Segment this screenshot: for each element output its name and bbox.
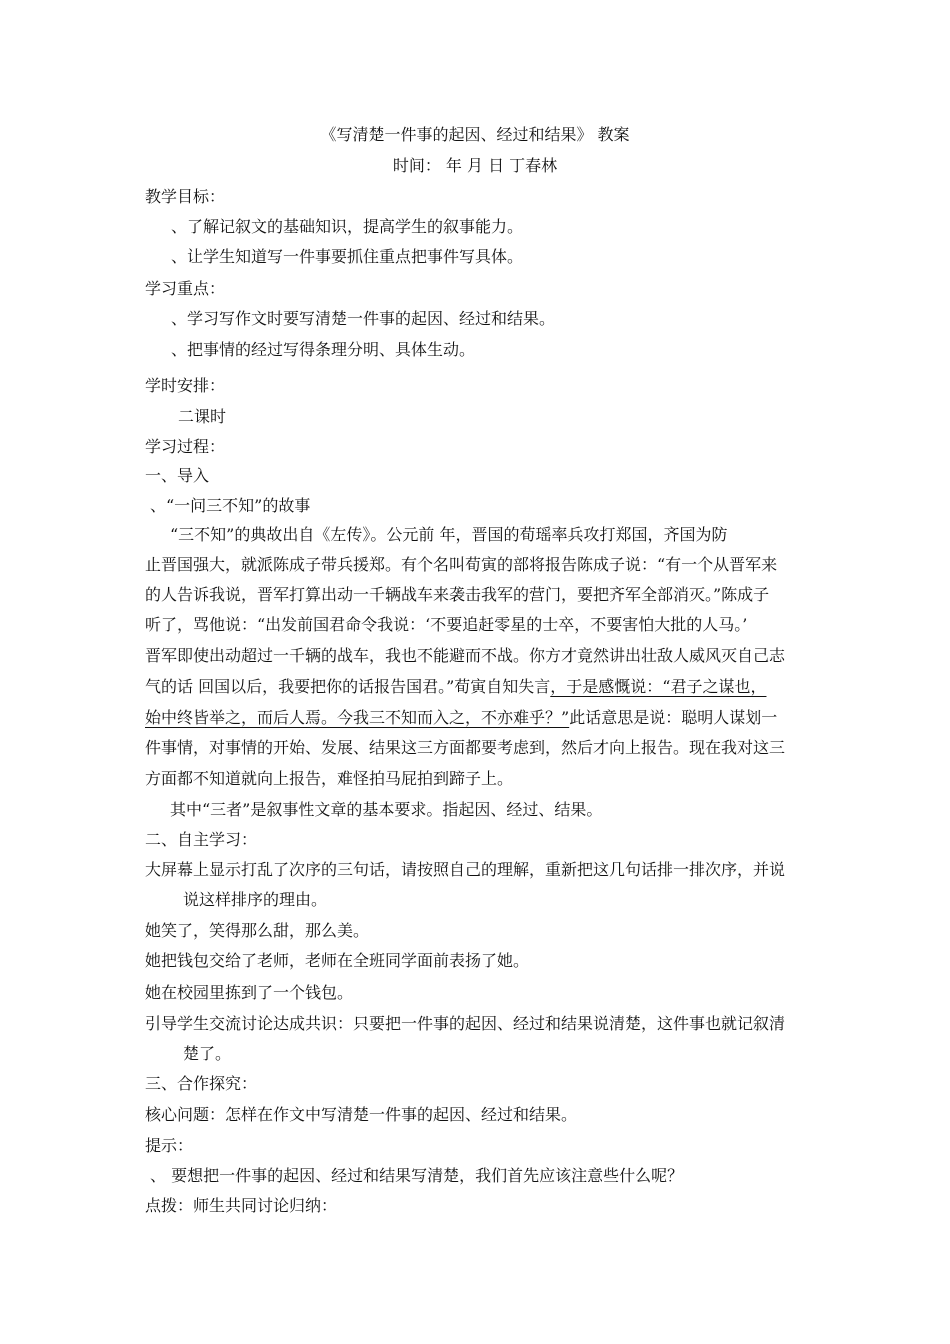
document-title: 《写清楚一件事的起因、经过和结果》 教案	[320, 125, 630, 144]
story-line: 方面都不知道就向上报告，难怪拍马屁拍到蹄子上。	[145, 769, 514, 788]
hint-item: 、 要想把一件事的起因、经过和结果写清楚，我们首先应该注意些什么呢？	[150, 1166, 684, 1185]
schedule-value: 二课时	[178, 407, 227, 426]
story-line: 的人告诉我说，晋军打算出动一千辆战车来袭击我军的营门，要把齐军全部消灭。”陈成子	[145, 585, 770, 604]
summary-line: 其中“三者”是叙事性文章的基本要求。指起因、经过、结果。	[170, 800, 603, 819]
quote-underlined: 始中终皆举之，而后人焉。今我三不知而入之，不亦难乎？”	[145, 708, 570, 727]
hint-heading: 提示：	[145, 1136, 194, 1155]
focus-item: 、学习写作文时要写清楚一件事的起因、经过和结果。	[171, 309, 556, 328]
process-heading: 学习过程：	[145, 437, 226, 456]
section-heading: 一、导入	[145, 466, 210, 485]
focus-item: 、把事情的经过写得条理分明、具体生动。	[171, 340, 476, 359]
story-line: 听了，骂他说：“出发前国君命令我说：‘不要追赶零星的士卒，不要害怕大批的人马。’	[145, 615, 748, 634]
story-line: 晋军即使出动超过一千辆的战车，我也不能避而不战。你方才竟然讲出壮敌人威风灭自己志	[145, 646, 786, 665]
subsection-heading: 、“一问三不知”的故事	[150, 496, 311, 515]
example-sentence: 她在校园里拣到了一个钱包。	[145, 983, 354, 1002]
instruction-line: 大屏幕上显示打乱了次序的三句话，请按照自己的理解，重新把这几句话排一排次序，并说	[145, 860, 786, 879]
section-heading: 三、合作探究：	[145, 1074, 258, 1093]
story-line	[145, 676, 766, 698]
section-heading: 二、自主学习：	[145, 830, 258, 849]
story-line: 件事情，对事情的开始、发展、结果这三方面都要考虑到，然后才向上报告。现在我对这三	[145, 738, 786, 757]
example-sentence: 她把钱包交给了老师，老师在全班同学面前表扬了她。	[145, 951, 530, 970]
guidance-line: 点拨：师生共同讨论归纳：	[145, 1196, 338, 1215]
guide-line: 引导学生交流讨论达成共识：只要把一件事的起因、经过和结果说清楚，这件事也就记叙清	[145, 1014, 786, 1033]
story-line: 止晋国强大，就派陈成子带兵援郑。有个名叫荀寅的部将报告陈成子说：“有一个从晋军来	[145, 555, 778, 574]
instruction-line: 说这样排序的理由。	[183, 890, 328, 909]
core-question: 核心问题：怎样在作文中写清楚一件事的起因、经过和结果。	[145, 1105, 578, 1124]
story-line: “三不知”的典故出自《左传》。公元前 年，晋国的荀瑶率兵攻打郑国，齐国为防	[170, 525, 728, 544]
goals-heading: 教学目标：	[145, 187, 226, 206]
quote-underlined: ，于是感慨说：“君子之谋也，	[550, 677, 767, 696]
goal-item: 、让学生知道写一件事要抓住重点把事件写具体。	[171, 247, 524, 266]
focus-heading: 学习重点：	[145, 279, 226, 298]
example-sentence: 她笑了，笑得那么甜，那么美。	[145, 921, 370, 940]
schedule-heading: 学时安排：	[145, 376, 226, 395]
story-line	[145, 707, 777, 729]
story-text: 气的话 回国以后，我要把你的话报告国君。”荀寅自知失言	[145, 677, 551, 696]
document-meta: 时间： 年 月 日 丁春林	[392, 156, 558, 175]
story-text: 此话意思是说：聪明人谋划一	[569, 708, 778, 727]
goal-item: 、了解记叙文的基础知识，提高学生的叙事能力。	[171, 217, 524, 236]
guide-line: 楚了。	[183, 1044, 232, 1063]
